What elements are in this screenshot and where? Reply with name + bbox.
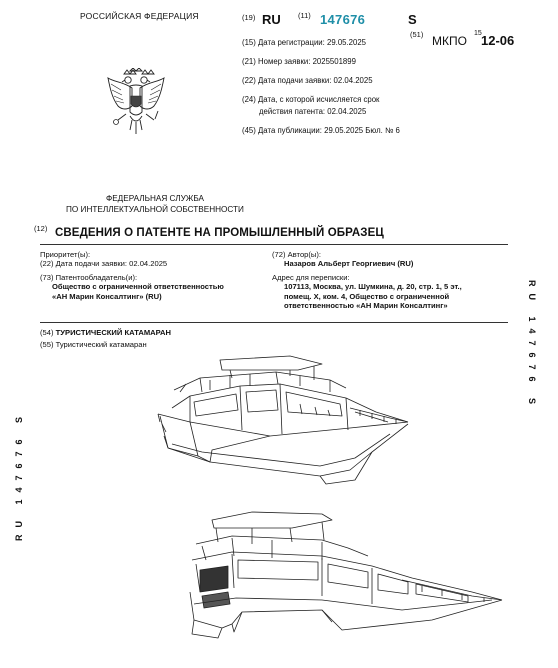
publication-date: (45) Дата публикации: 29.05.2025 Бюл. № 6 [242,126,400,135]
address-line-2: помещ. X, ком. 4, Общество с ограниченной [284,291,450,301]
holder-line-1: Общество с ограниченной ответственностью [52,282,224,292]
holder-block [40,273,265,301]
design-title-54 [40,328,171,337]
address-line-3: ответственностью «АН Марин Консалтинг» [284,301,448,311]
code-19: (19) [242,13,256,22]
country-code: RU [262,12,281,27]
agency-name [40,193,270,215]
classification-code: 12-06 [481,33,515,48]
design-title-55: (55) Туристический катамаран [40,340,147,349]
priority-block [40,250,265,269]
code-51: (51) [410,30,424,39]
agency-line-1: ФЕДЕРАЛЬНАЯ СЛУЖБА [106,194,204,203]
document-title: СВЕДЕНИЯ О ПАТЕНТЕ НА ПРОМЫШЛЕННЫЙ ОБРАЗЕЦ [55,227,384,239]
catamaran-drawing-rear [172,500,512,640]
title-code: (12) [34,224,48,233]
term-start-date: действия патента: 02.04.2025 [259,107,367,116]
coat-of-arms-icon [104,68,168,140]
agency-line-2: ПО ИНТЕЛЛЕКТУАЛЬНОЙ СОБСТВЕННОСТИ [66,205,244,215]
filing-date: (22) Дата подачи заявки: 02.04.2025 [242,76,373,85]
priority-date: (22) Дата подачи заявки: 02.04.2025 [40,259,168,269]
term-start-label: (24) Дата, с которой исчисляется срок [242,95,380,104]
design-name-54: ТУРИСТИЧЕСКИЙ КАТАМАРАН [55,328,172,337]
classification-label: МКПО [432,34,467,48]
address-label: Адрес для переписки: [272,273,350,282]
catamaran-drawing-front [150,352,415,487]
side-mark-right: RU 147676 S [527,280,537,412]
design-code-54: (54) [40,328,54,337]
author-name: Назаров Альберт Георгиевич (RU) [284,259,414,269]
address-line-1: 107113, Москва, ул. Шумкина, д. 20, стр. 1, 5 эт., [284,282,462,292]
authors-block [272,250,507,269]
holder-label: (73) Патентообладатель(и): [40,273,138,282]
application-number: (21) Номер заявки: 2025501899 [242,57,356,66]
holder-line-2: «АН Марин Консалтинг» (RU) [52,291,162,301]
document-number: 147676 [320,12,366,27]
classification-edition: 15 [474,30,482,37]
priority-label: Приоритет(ы): [40,250,91,259]
registration-date: (15) Дата регистрации: 29.05.2025 [242,38,367,47]
address-block [272,273,507,311]
country-name: РОССИЙСКАЯ ФЕДЕРАЦИЯ [80,11,199,21]
title-divider [40,244,508,245]
code-11: (11) [298,11,311,20]
side-mark-left: RU 147676 S [14,410,24,542]
document-kind: S [408,12,417,27]
authors-label: (72) Автор(ы): [272,250,322,259]
section-divider [40,322,508,323]
